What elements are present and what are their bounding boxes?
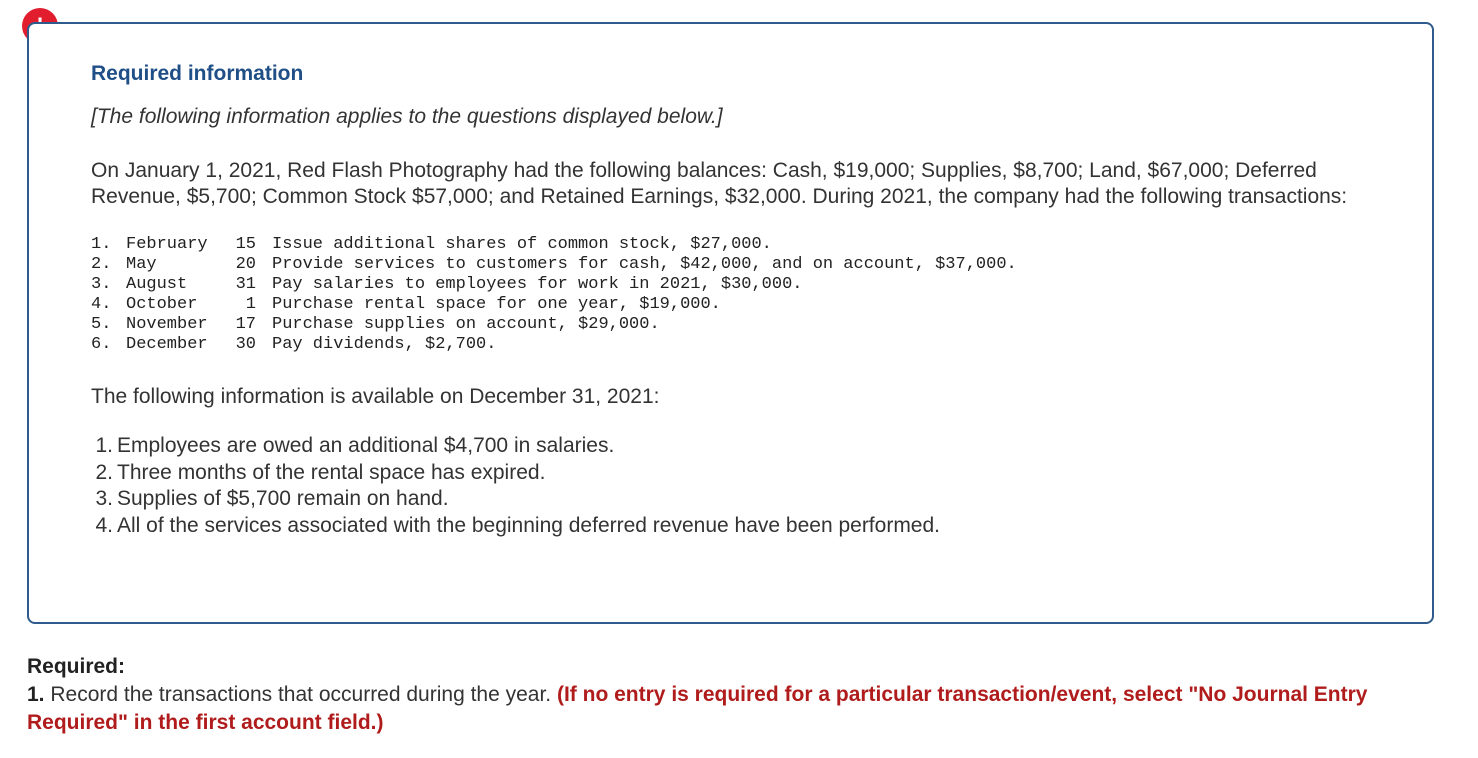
list-item-text: Three months of the rental space has expired.: [117, 460, 546, 484]
list-item-text: All of the services associated with the beginning deferred revenue have been performed.: [117, 513, 940, 537]
list-item-number: 2.: [95, 460, 113, 484]
transaction-row: [91, 295, 1411, 315]
requirement-note: (If no entry is required for a particular transaction/event, select "No Journal Entry Required" in the first account field.): [27, 683, 1368, 734]
transaction-number: 1.: [91, 235, 112, 254]
list-item: [91, 460, 1411, 487]
transaction-number: 4.: [91, 295, 112, 314]
list-item-number: 3.: [95, 487, 113, 510]
transaction-row: [91, 335, 1411, 355]
transaction-month: October: [126, 295, 198, 314]
transaction-row: [91, 255, 1411, 275]
transaction-description: Issue additional shares of common stock, $27,000.: [272, 235, 772, 254]
required-information-heading: Required information: [91, 62, 304, 85]
transaction-description: Purchase rental space for one year, $19,000.: [272, 295, 721, 314]
transaction-month: May: [126, 255, 157, 274]
transaction-description: Purchase supplies on account, $29,000.: [272, 315, 660, 334]
december-info-paragraph: The following information is available on December 31, 2021:: [91, 385, 660, 408]
transaction-month: August: [126, 275, 188, 294]
list-item-number: 4.: [95, 513, 113, 537]
applies-note: [The following information applies to the questions displayed below.]: [91, 105, 723, 128]
transaction-month: December: [126, 335, 208, 354]
box-content: [91, 62, 1411, 539]
transaction-day: 31: [235, 275, 256, 294]
required-label: Required:: [27, 655, 126, 678]
transaction-day: 17: [235, 315, 256, 334]
transaction-number: 2.: [91, 255, 112, 274]
transaction-row: [91, 275, 1411, 295]
list-item-text: Employees are owed an additional $4,700 in salaries.: [117, 434, 615, 457]
december-adjustments-list: [91, 433, 1411, 539]
transaction-number: 6.: [91, 335, 112, 354]
transaction-day: 30: [235, 335, 256, 354]
required-instruction: [27, 681, 1447, 737]
list-item: [91, 513, 1411, 540]
requirement-text: Record the transactions that occurred during the year.: [50, 683, 552, 706]
list-item-number: 1.: [95, 434, 113, 457]
required-section: [27, 655, 1447, 737]
transaction-description: Pay salaries to employees for work in 2021, $30,000.: [272, 275, 803, 294]
list-item-text: Supplies of $5,700 remain on hand.: [117, 487, 449, 510]
list-item: [91, 486, 1411, 513]
requirement-number: 1.: [27, 683, 45, 706]
transaction-description: Pay dividends, $2,700.: [272, 335, 497, 354]
transaction-row: [91, 235, 1411, 255]
transaction-day: 20: [235, 255, 256, 274]
transactions-list: [91, 235, 1411, 355]
transaction-row: [91, 315, 1411, 335]
transaction-number: 3.: [91, 275, 112, 294]
transaction-day: 15: [235, 235, 256, 254]
transaction-day: 1: [245, 295, 256, 314]
list-item: [91, 433, 1411, 460]
transaction-month: November: [126, 315, 208, 334]
transaction-number: 5.: [91, 315, 112, 334]
transaction-description: Provide services to customers for cash, $42,000, and on account, $37,000.: [272, 255, 1017, 274]
required-information-box: [27, 22, 1434, 624]
transaction-month: February: [126, 235, 208, 254]
balances-paragraph: On January 1, 2021, Red Flash Photography had the following balances: Cash, $19,000; Supplies, $8,700; Land, $67,000; Deferred Revenue, $5,700; Common Stock $57,000; and Retained Earnings, $32,000. During 2021, the company had the following transactions:: [91, 159, 1348, 208]
